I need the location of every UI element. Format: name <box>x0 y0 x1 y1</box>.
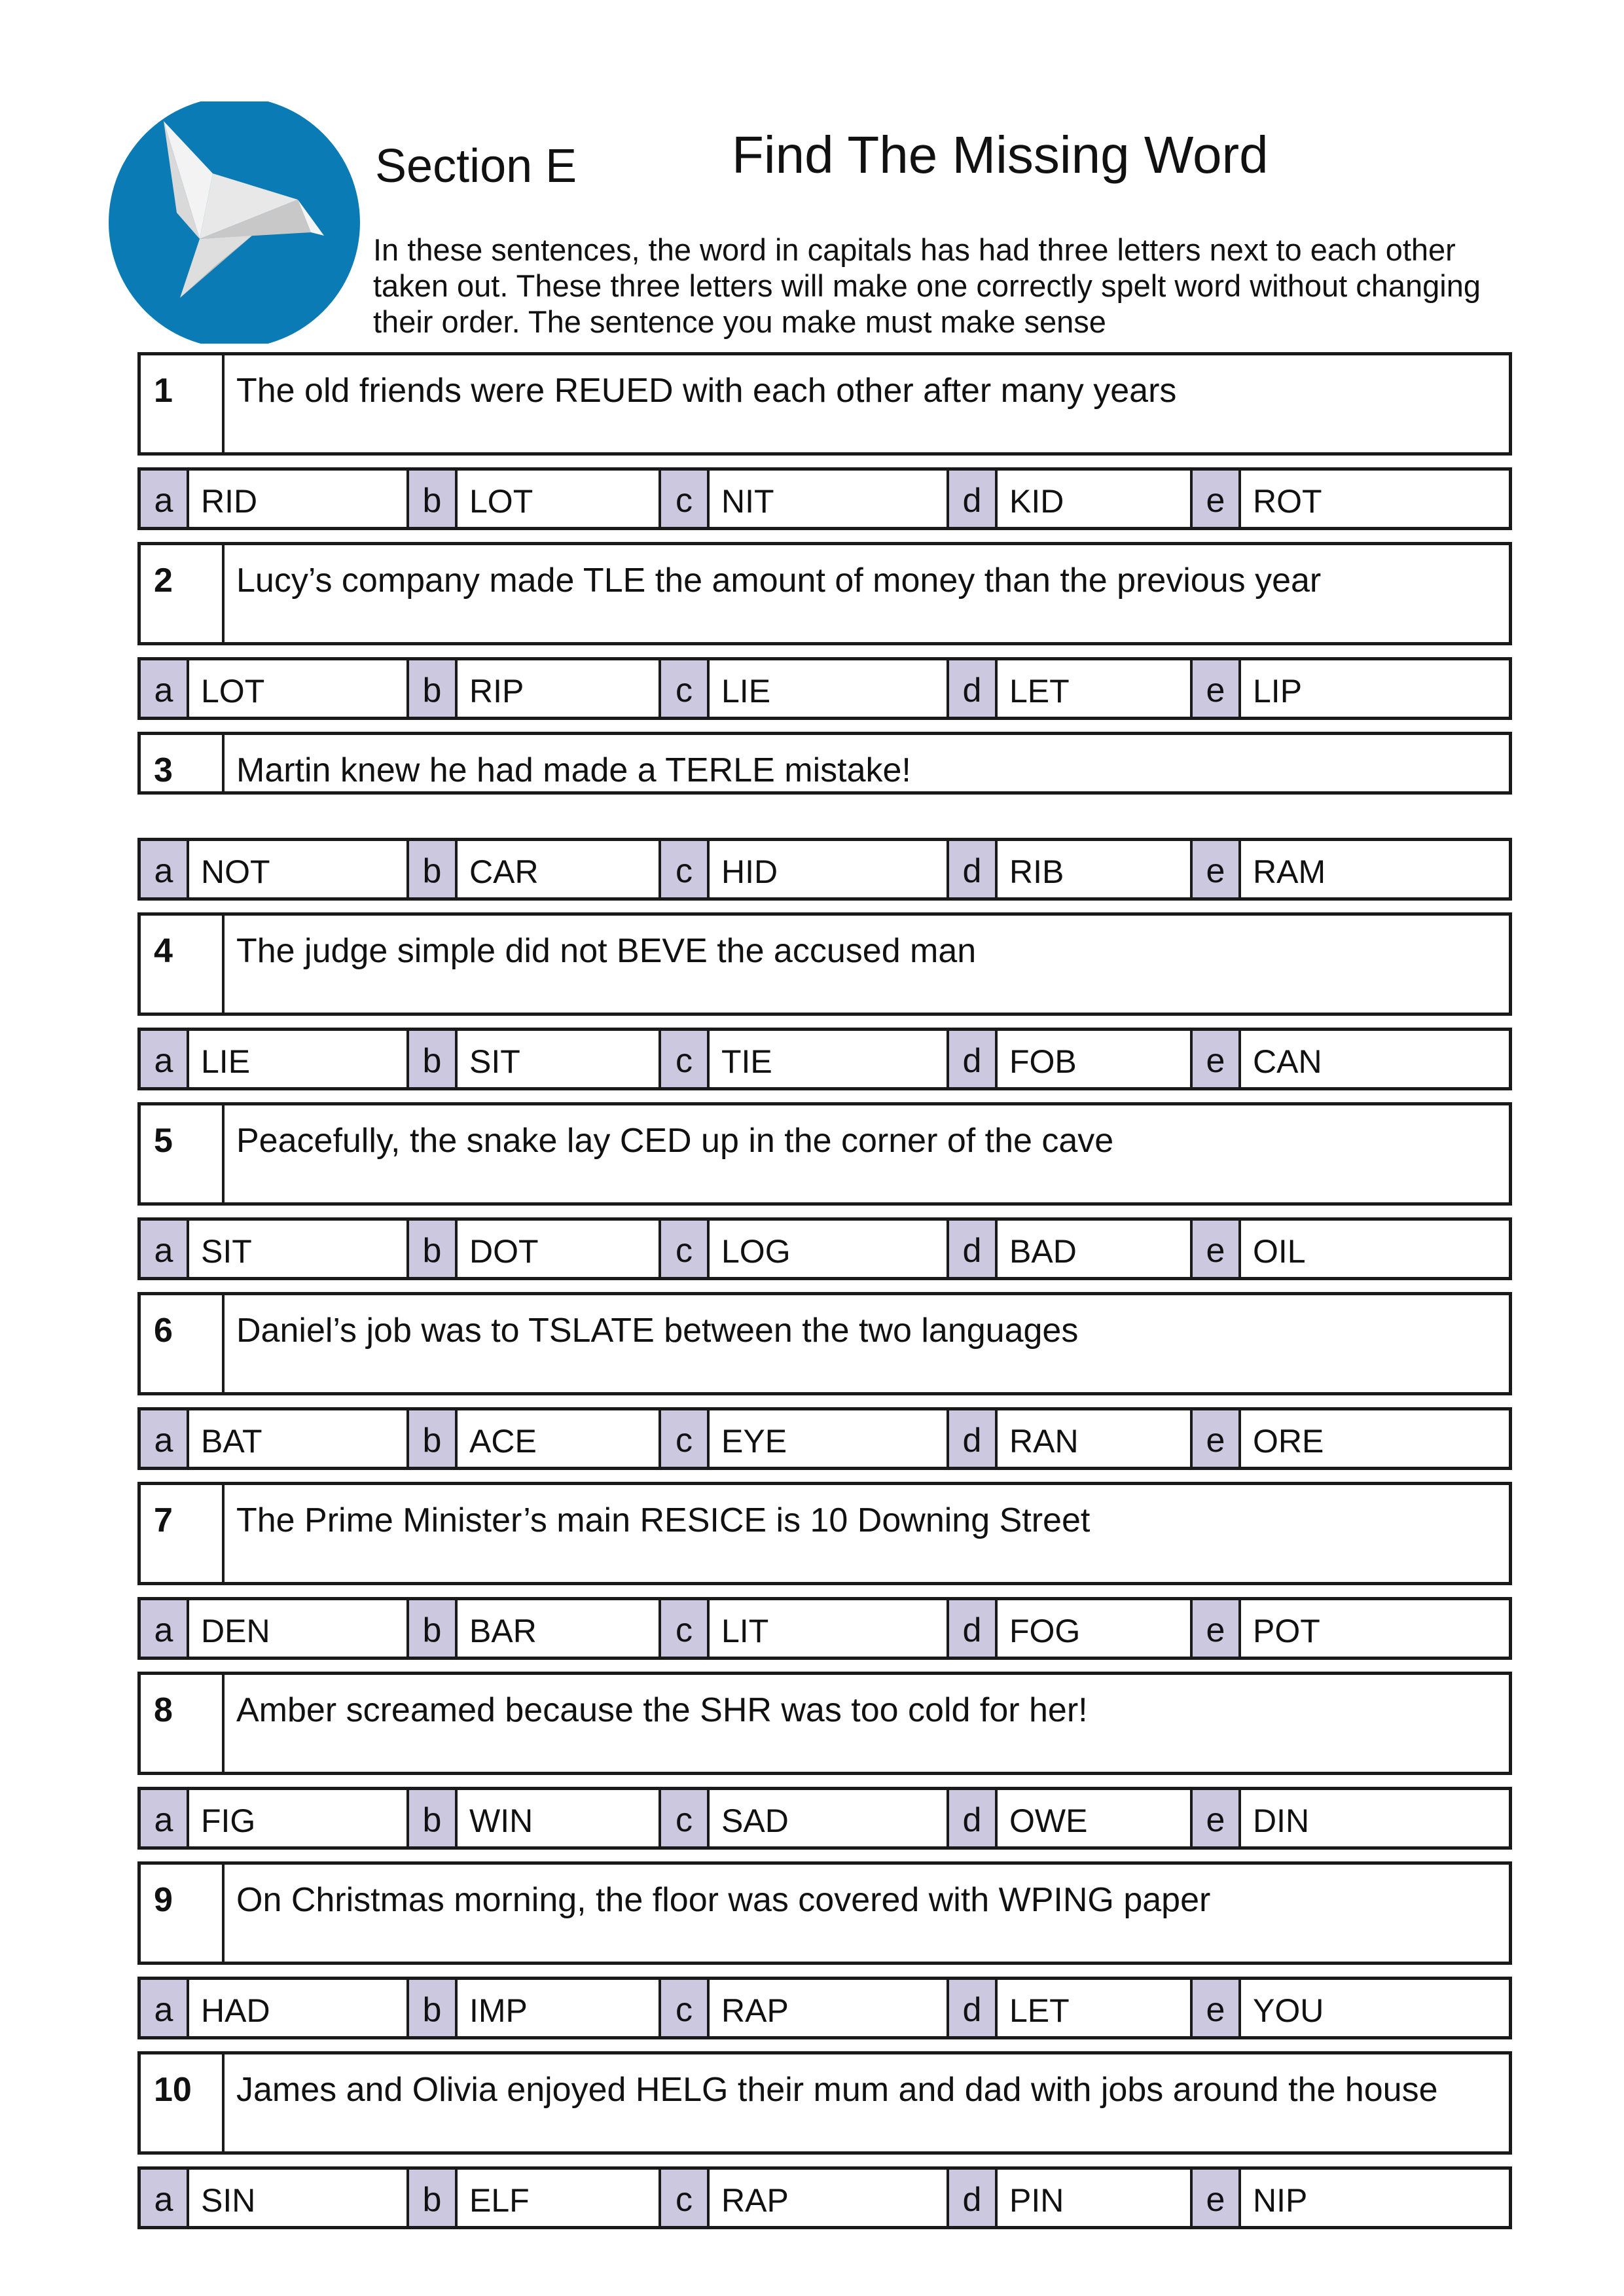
option-word: DEN <box>201 1613 270 1649</box>
option-word: RAP <box>721 1992 789 2029</box>
question-text: Martin knew he had made a TERLE mistake! <box>236 751 911 789</box>
option-letter: b <box>409 1221 458 1277</box>
option-word: LIE <box>201 1043 251 1080</box>
answer-options <box>137 1407 1512 1470</box>
answer-option-a[interactable] <box>141 841 409 897</box>
option-word: LOG <box>721 1233 791 1270</box>
option-word: EYE <box>721 1423 787 1460</box>
answer-options <box>137 1597 1512 1660</box>
question-text: The old friends were REUED with each other after many years <box>236 372 1177 410</box>
question-block-5 <box>137 1102 1512 1280</box>
option-word: RID <box>201 483 258 520</box>
question-box <box>137 1292 1512 1395</box>
option-letter: a <box>141 1790 189 1846</box>
option-letter: b <box>409 1790 458 1846</box>
option-word: CAR <box>469 853 539 890</box>
answer-option-e[interactable] <box>1193 660 1509 717</box>
answer-option-b[interactable] <box>409 1790 661 1846</box>
option-letter: e <box>1193 1790 1241 1846</box>
answer-option-e[interactable] <box>1193 1600 1509 1657</box>
answer-option-e[interactable] <box>1193 1221 1509 1277</box>
answer-option-c[interactable] <box>661 1790 949 1846</box>
option-word: YOU <box>1253 1992 1324 2029</box>
option-letter: b <box>409 1980 458 2036</box>
question-block-8 <box>137 1672 1512 1850</box>
option-word: NIT <box>721 483 774 520</box>
option-word: FOB <box>1009 1043 1077 1080</box>
answer-option-a[interactable] <box>141 1410 409 1467</box>
question-block-1 <box>137 352 1512 530</box>
option-word: RAN <box>1009 1423 1079 1460</box>
answer-option-b[interactable] <box>409 471 661 527</box>
question-text: Daniel’s job was to TSLATE between the two languages <box>236 1312 1079 1350</box>
answer-options <box>137 1217 1512 1280</box>
answer-option-e[interactable] <box>1193 1031 1509 1087</box>
question-number: 2 <box>141 545 225 642</box>
section-label: Section E <box>375 140 577 192</box>
option-letter: a <box>141 1980 189 2036</box>
option-word: DIN <box>1253 1803 1310 1839</box>
option-word: LOT <box>469 483 533 520</box>
option-letter: c <box>661 660 710 717</box>
answer-option-a[interactable] <box>141 1031 409 1087</box>
option-word: RIP <box>469 673 524 709</box>
answer-option-d[interactable] <box>949 471 1193 527</box>
option-word: POT <box>1253 1613 1320 1649</box>
answer-option-b[interactable] <box>409 1221 661 1277</box>
option-letter: c <box>661 1221 710 1277</box>
answer-option-e[interactable] <box>1193 841 1509 897</box>
answer-option-b[interactable] <box>409 1410 661 1467</box>
option-letter: a <box>141 1410 189 1467</box>
question-number: 5 <box>141 1105 225 1202</box>
question-box <box>137 1672 1512 1775</box>
option-word: CAN <box>1253 1043 1322 1080</box>
option-letter: c <box>661 2170 710 2226</box>
option-word: LIT <box>721 1613 769 1649</box>
option-word: WIN <box>469 1803 533 1839</box>
option-letter: e <box>1193 1410 1241 1467</box>
option-word: BAD <box>1009 1233 1077 1270</box>
option-letter: d <box>949 1410 998 1467</box>
question-box <box>137 2051 1512 2155</box>
answer-option-d[interactable] <box>949 1410 1193 1467</box>
option-word: ORE <box>1253 1423 1324 1460</box>
answer-options <box>137 657 1512 720</box>
answer-option-b[interactable] <box>409 660 661 717</box>
answer-option-c[interactable] <box>661 2170 949 2226</box>
question-block-4 <box>137 912 1512 1090</box>
option-word: NOT <box>201 853 270 890</box>
option-word: SIT <box>469 1043 520 1080</box>
option-letter: d <box>949 471 998 527</box>
answer-options <box>137 1977 1512 2039</box>
option-letter: c <box>661 841 710 897</box>
question-text: James and Olivia enjoyed HELG their mum and dad with jobs around the house <box>236 2071 1438 2109</box>
origami-dove-icon <box>101 101 367 344</box>
option-letter: e <box>1193 660 1241 717</box>
answer-option-e[interactable] <box>1193 2170 1509 2226</box>
answer-option-c[interactable] <box>661 660 949 717</box>
answer-option-d[interactable] <box>949 660 1193 717</box>
answer-options <box>137 1028 1512 1090</box>
answer-option-d[interactable] <box>949 841 1193 897</box>
answer-option-c[interactable] <box>661 1600 949 1657</box>
question-list <box>137 352 1512 2241</box>
answer-option-a[interactable] <box>141 660 409 717</box>
question-box <box>137 1861 1512 1965</box>
answer-option-d[interactable] <box>949 1980 1193 2036</box>
option-letter: b <box>409 841 458 897</box>
answer-option-a[interactable] <box>141 1600 409 1657</box>
option-word: LIE <box>721 673 771 709</box>
answer-option-e[interactable] <box>1193 471 1509 527</box>
option-letter: b <box>409 1031 458 1087</box>
option-letter: c <box>661 1790 710 1846</box>
option-word: RAP <box>721 2182 789 2219</box>
answer-option-e[interactable] <box>1193 1790 1509 1846</box>
answer-option-c[interactable] <box>661 1031 949 1087</box>
option-letter: e <box>1193 1031 1241 1087</box>
option-letter: e <box>1193 2170 1241 2226</box>
answer-option-a[interactable] <box>141 2170 409 2226</box>
option-word: LET <box>1009 673 1070 709</box>
option-word: BAT <box>201 1423 262 1460</box>
answer-option-b[interactable] <box>409 841 661 897</box>
option-word: PIN <box>1009 2182 1064 2219</box>
answer-option-b[interactable] <box>409 2170 661 2226</box>
answer-option-c[interactable] <box>661 1980 949 2036</box>
option-letter: c <box>661 1031 710 1087</box>
option-letter: b <box>409 2170 458 2226</box>
option-letter: b <box>409 1600 458 1657</box>
option-letter: e <box>1193 1600 1241 1657</box>
question-text: Peacefully, the snake lay CED up in the corner of the cave <box>236 1122 1114 1160</box>
option-word: SIN <box>201 2182 256 2219</box>
option-word: IMP <box>469 1992 528 2029</box>
question-box <box>137 1482 1512 1585</box>
option-letter: c <box>661 471 710 527</box>
question-block-9 <box>137 1861 1512 2039</box>
question-text: On Christmas morning, the floor was covered with WPING paper <box>236 1881 1211 1919</box>
option-letter: a <box>141 1600 189 1657</box>
option-word: KID <box>1009 483 1064 520</box>
answer-option-d[interactable] <box>949 1600 1193 1657</box>
option-letter: c <box>661 1410 710 1467</box>
answer-option-c[interactable] <box>661 841 949 897</box>
question-text: Lucy’s company made TLE the amount of money than the previous year <box>236 562 1322 600</box>
option-word: NIP <box>1253 2182 1308 2219</box>
option-letter: b <box>409 471 458 527</box>
option-letter: d <box>949 1600 998 1657</box>
option-word: RIB <box>1009 853 1064 890</box>
option-letter: d <box>949 1980 998 2036</box>
answer-option-c[interactable] <box>661 1410 949 1467</box>
answer-option-b[interactable] <box>409 1980 661 2036</box>
option-letter: a <box>141 841 189 897</box>
option-letter: e <box>1193 841 1241 897</box>
answer-option-d[interactable] <box>949 1221 1193 1277</box>
option-letter: d <box>949 2170 998 2226</box>
answer-option-b[interactable] <box>409 1031 661 1087</box>
option-word: OWE <box>1009 1803 1088 1839</box>
question-box <box>137 542 1512 645</box>
option-letter: e <box>1193 1980 1241 2036</box>
answer-option-d[interactable] <box>949 1790 1193 1846</box>
question-block-2 <box>137 542 1512 720</box>
page-title: Find The Missing Word <box>732 126 1269 184</box>
option-word: ACE <box>469 1423 537 1460</box>
answer-option-d[interactable] <box>949 1031 1193 1087</box>
question-block-3 <box>137 732 1512 901</box>
option-word: HID <box>721 853 778 890</box>
question-text: Amber screamed because the SHR was too cold for her! <box>236 1691 1088 1729</box>
option-word: OIL <box>1253 1233 1306 1270</box>
option-letter: a <box>141 660 189 717</box>
answer-option-c[interactable] <box>661 1221 949 1277</box>
question-number: 4 <box>141 916 225 1013</box>
option-word: FIG <box>201 1803 256 1839</box>
option-letter: e <box>1193 1221 1241 1277</box>
answer-options <box>137 1787 1512 1850</box>
option-word: HAD <box>201 1992 270 2029</box>
option-letter: b <box>409 660 458 717</box>
option-letter: d <box>949 1031 998 1087</box>
option-letter: e <box>1193 471 1241 527</box>
option-letter: b <box>409 1410 458 1467</box>
answer-option-a[interactable] <box>141 1980 409 2036</box>
answer-option-a[interactable] <box>141 1221 409 1277</box>
option-word: DOT <box>469 1233 539 1270</box>
option-letter: a <box>141 2170 189 2226</box>
question-box <box>137 1102 1512 1206</box>
option-word: SIT <box>201 1233 252 1270</box>
answer-options <box>137 467 1512 530</box>
option-word: LOT <box>201 673 265 709</box>
question-number: 6 <box>141 1295 225 1392</box>
answer-option-e[interactable] <box>1193 1980 1509 2036</box>
question-box <box>137 732 1512 795</box>
question-number: 10 <box>141 2054 225 2151</box>
option-letter: d <box>949 660 998 717</box>
option-word: LIP <box>1253 673 1303 709</box>
option-letter: c <box>661 1980 710 2036</box>
option-letter: d <box>949 1790 998 1846</box>
instructions-text: In these sentences, the word in capitals has had three letters next to each other taken out. These three letters will make one correctly spelt word without changing their order. The sentence you make must make sense <box>373 232 1481 339</box>
question-text: The judge simple did not BEVE the accused man <box>236 932 977 970</box>
option-letter: a <box>141 1031 189 1087</box>
answer-option-c[interactable] <box>661 471 949 527</box>
option-letter: d <box>949 841 998 897</box>
question-box <box>137 912 1512 1016</box>
answer-option-e[interactable] <box>1193 1410 1509 1467</box>
option-word: ROT <box>1253 483 1322 520</box>
answer-option-b[interactable] <box>409 1600 661 1657</box>
option-word: FOG <box>1009 1613 1081 1649</box>
option-word: BAR <box>469 1613 537 1649</box>
question-number: 8 <box>141 1675 225 1772</box>
question-block-7 <box>137 1482 1512 1660</box>
option-letter: c <box>661 1600 710 1657</box>
question-number: 3 <box>141 735 225 791</box>
question-number: 7 <box>141 1485 225 1582</box>
answer-option-a[interactable] <box>141 1790 409 1846</box>
option-letter: a <box>141 471 189 527</box>
question-box <box>137 352 1512 456</box>
answer-options <box>137 838 1512 901</box>
option-word: RAM <box>1253 853 1326 890</box>
option-word: TIE <box>721 1043 772 1080</box>
question-block-6 <box>137 1292 1512 1470</box>
option-word: ELF <box>469 2182 530 2219</box>
question-number: 1 <box>141 355 225 452</box>
question-number: 9 <box>141 1865 225 1962</box>
option-letter: d <box>949 1221 998 1277</box>
answer-options <box>137 2166 1512 2229</box>
answer-option-a[interactable] <box>141 471 409 527</box>
option-word: LET <box>1009 1992 1070 2029</box>
option-letter: a <box>141 1221 189 1277</box>
option-word: SAD <box>721 1803 789 1839</box>
answer-option-d[interactable] <box>949 2170 1193 2226</box>
question-text: The Prime Minister’s main RESICE is 10 Downing Street <box>236 1501 1091 1539</box>
question-block-10 <box>137 2051 1512 2229</box>
